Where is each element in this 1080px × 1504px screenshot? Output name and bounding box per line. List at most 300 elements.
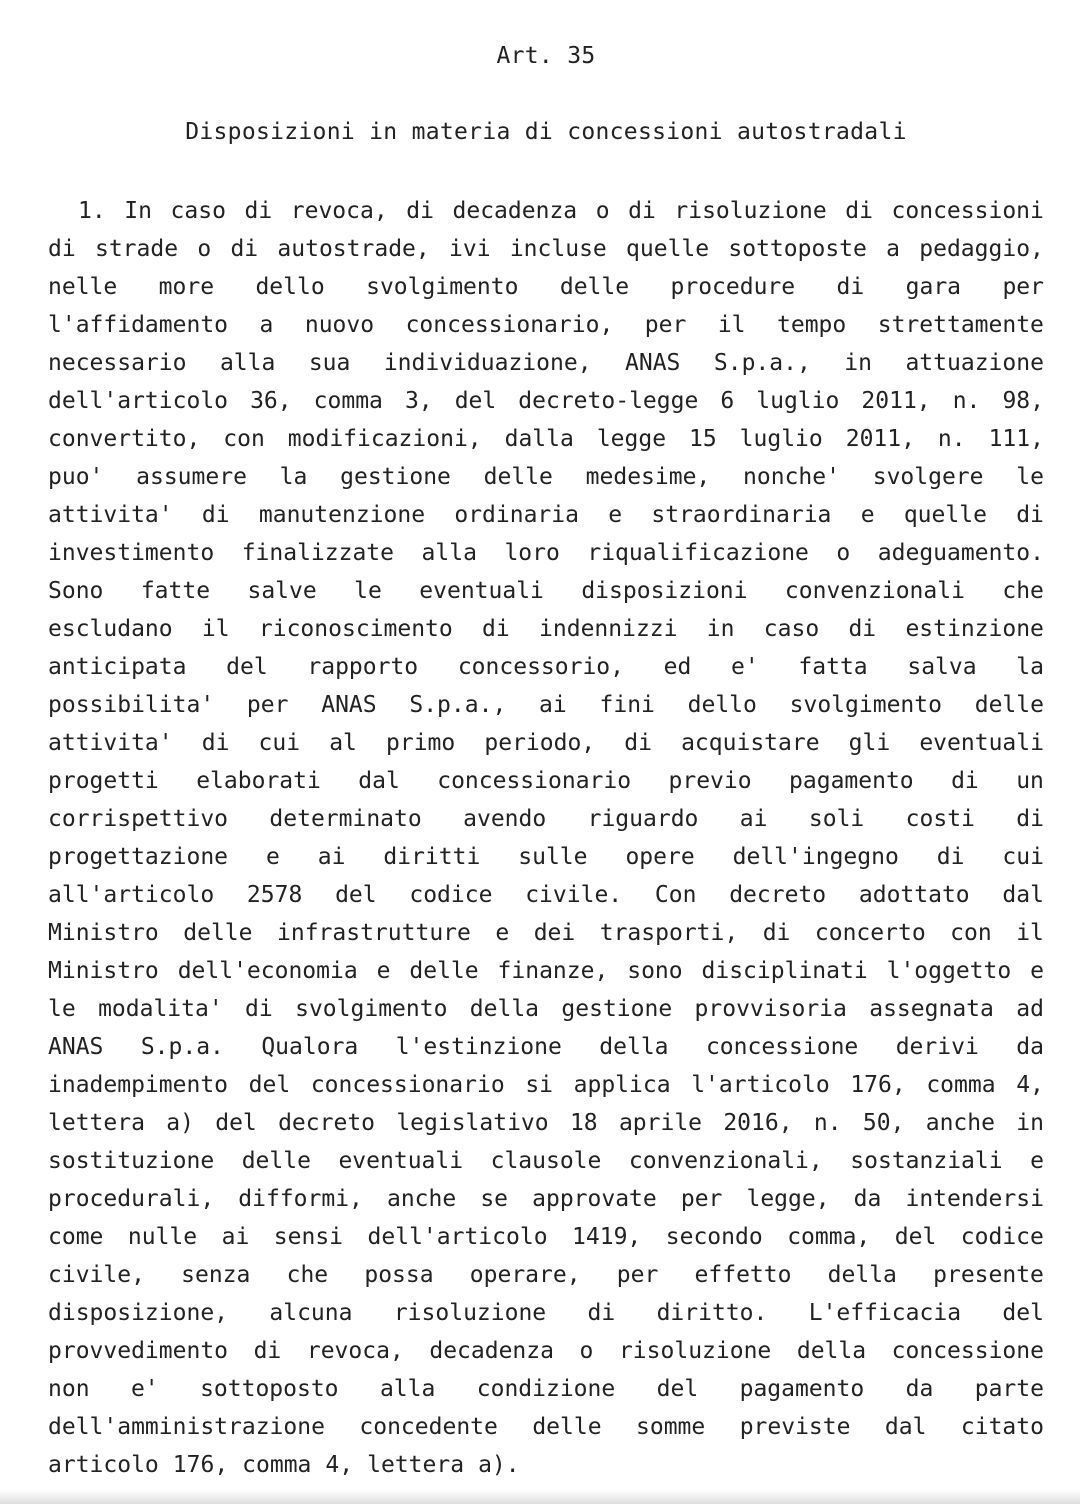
word: civile, (48, 1262, 145, 1288)
word: difformi, (238, 1186, 363, 1212)
word: anche (386, 1186, 457, 1212)
word: e (1030, 1148, 1044, 1174)
word: S.p.a., (409, 692, 507, 718)
word: pagamento (789, 768, 914, 794)
word: il (201, 616, 230, 642)
word: per (1002, 274, 1044, 300)
word: del (335, 882, 377, 908)
word: necessario (48, 350, 187, 376)
word: possibilita' (48, 692, 215, 718)
word: 6 (720, 388, 735, 414)
word: o (197, 236, 212, 262)
word: luglio (739, 426, 823, 452)
word: In (124, 198, 152, 224)
word: 176, (172, 1452, 229, 1478)
word: straordinaria (651, 502, 832, 528)
word: 1419, (572, 1224, 642, 1250)
word: o (595, 198, 610, 224)
word: corrispettivo (48, 806, 229, 832)
word: nonche' (743, 464, 840, 490)
word: approvate (532, 1186, 657, 1212)
word: fini (599, 692, 655, 718)
word: decreto (278, 1110, 376, 1136)
paragraph-line (48, 914, 1044, 952)
word: cui (258, 730, 301, 756)
paragraph-line (48, 800, 1044, 838)
word: 15 (689, 426, 717, 452)
word: alcuna (269, 1300, 353, 1326)
word: strettamente (877, 312, 1044, 338)
word: attuazione (905, 350, 1044, 376)
paragraph-line (48, 534, 1044, 572)
word: procedure (670, 274, 796, 300)
paragraph-line (48, 1256, 1044, 1294)
word: codice (960, 1224, 1044, 1250)
word: delle (532, 1414, 602, 1440)
word: dal (358, 768, 400, 794)
word: pagamento (739, 1376, 865, 1402)
word: pedaggio, (919, 236, 1044, 262)
word: Ministro (48, 958, 159, 984)
word: del (248, 1072, 291, 1098)
word: 1. (78, 198, 106, 224)
word: secondo (665, 1224, 763, 1250)
word: sottoposto (200, 1376, 339, 1402)
word: l'estinzione (395, 1034, 562, 1060)
word: progetti (48, 768, 159, 794)
paragraph-line (48, 268, 1044, 306)
word: concessionario (310, 1072, 505, 1098)
word: per (680, 1186, 723, 1212)
paragraph-line (48, 306, 1044, 344)
word: lettera (48, 1110, 145, 1136)
word: alla (379, 1376, 436, 1402)
word: per (616, 1262, 659, 1288)
word: primo (386, 730, 456, 756)
word: attivita' (48, 730, 173, 756)
word: lettera (367, 1452, 465, 1478)
word: nelle (48, 274, 118, 300)
word: si (525, 1072, 554, 1098)
word: convenzionali, (628, 1148, 823, 1174)
word: di (244, 198, 273, 224)
paragraph-line (48, 762, 1044, 800)
word: caso (170, 198, 226, 224)
word: parte (974, 1376, 1044, 1402)
paragraph-line (48, 610, 1044, 648)
word: inadempimento (48, 1072, 229, 1098)
word: aprile (618, 1110, 703, 1136)
word: dei (533, 920, 576, 946)
word: assegnata (869, 996, 994, 1022)
word: derivi (895, 1034, 979, 1060)
word: sostanziali (850, 1148, 1003, 1174)
word: svolgimento (789, 692, 942, 718)
word: e (860, 502, 875, 528)
word: della (796, 1338, 867, 1364)
word: concerto (814, 920, 926, 946)
word: 4, (325, 1452, 354, 1478)
word: risoluzione (618, 1338, 772, 1364)
word: di (1016, 502, 1044, 528)
word: del (656, 1376, 699, 1402)
word: concessione (705, 1034, 859, 1060)
word: Ministro (48, 920, 159, 946)
word: svolgimento (366, 274, 519, 300)
word: previste (739, 1414, 851, 1440)
word: del (894, 1224, 937, 1250)
paragraph-line (48, 1066, 1044, 1104)
word: decreto (729, 882, 827, 908)
word: di (406, 198, 434, 224)
word: anche (925, 1110, 995, 1136)
paragraph-line (48, 1142, 1044, 1180)
word: costi (905, 806, 975, 832)
word: alla (421, 540, 477, 566)
page-bottom-shadow (0, 1490, 1080, 1504)
word: dalla (504, 426, 574, 452)
word: a (886, 236, 900, 262)
word: con (223, 426, 265, 452)
word: da (853, 1186, 882, 1212)
word: comma (313, 388, 383, 414)
word: non (48, 1376, 90, 1402)
word: gli (848, 730, 891, 756)
word: 18 (569, 1110, 598, 1136)
word: n. (937, 426, 966, 452)
paragraph-line (48, 1218, 1044, 1256)
word: al (329, 730, 357, 756)
word: decreto-legge (518, 388, 699, 414)
word: revoca, (290, 198, 388, 224)
word: caso (763, 616, 820, 642)
word: indennizzi (539, 616, 678, 642)
word: la (1016, 654, 1044, 680)
word: sulle (518, 844, 588, 870)
paragraph-line (48, 648, 1044, 686)
word: ANAS (625, 350, 681, 376)
word: ai (221, 1224, 250, 1250)
word: anticipata (48, 654, 187, 680)
word: citato (960, 1414, 1044, 1440)
word: avendo (463, 806, 547, 832)
word: riconoscimento (258, 616, 453, 642)
article-body (48, 192, 1044, 1484)
paragraph-line (48, 1180, 1044, 1218)
paragraph-line (48, 230, 1044, 268)
word: gestione (340, 464, 451, 490)
word: provvisoria (694, 996, 847, 1022)
paragraph-line (48, 838, 1044, 876)
word: e (265, 844, 280, 870)
paragraph-line (48, 1446, 1044, 1484)
word: Con (654, 882, 697, 908)
word: strade (94, 236, 179, 262)
word: eventuali (919, 730, 1044, 756)
word: l'oggetto (886, 958, 1012, 984)
word: a) (166, 1110, 194, 1136)
word: risoluzione (674, 198, 827, 224)
word: riguardo (587, 806, 699, 832)
word: di (845, 198, 873, 224)
word: ordinaria (454, 502, 579, 528)
word: di (624, 730, 652, 756)
word: comma, (787, 1224, 871, 1250)
word: in (706, 616, 735, 642)
word: ANAS (48, 1034, 104, 1060)
word: autostrade, (277, 236, 430, 262)
word: 111, (988, 426, 1044, 452)
word: 4, (1016, 1072, 1044, 1098)
word: comma (926, 1072, 996, 1098)
word: elaborati (196, 768, 321, 794)
word: da (1016, 1034, 1044, 1060)
word: ed (663, 654, 692, 680)
word: diritto. (656, 1300, 768, 1326)
word: dell'ingegno (732, 844, 899, 870)
word: di (245, 996, 273, 1022)
word: incluse (509, 236, 607, 262)
word: di (836, 274, 865, 300)
word: disposizione, (48, 1300, 229, 1326)
word: presente (933, 1262, 1044, 1288)
word: rapporto (307, 654, 419, 680)
word: n. (813, 1110, 842, 1136)
word: concessioni (891, 198, 1044, 224)
word: delle (409, 958, 479, 984)
word: ai (539, 692, 567, 718)
word: a). (478, 1452, 520, 1478)
word: eventuali (338, 1148, 464, 1174)
word: attivita' (48, 502, 173, 528)
word: delle (483, 464, 553, 490)
word: diritti (383, 844, 481, 870)
word: 176, (850, 1072, 906, 1098)
paragraph-line (48, 1028, 1044, 1066)
word: assumere (136, 464, 247, 490)
word: clausole (490, 1148, 602, 1174)
word: comma (242, 1452, 312, 1478)
word: loro (504, 540, 560, 566)
word: 3, (404, 388, 433, 414)
word: che (286, 1262, 329, 1288)
paragraph-line (48, 724, 1044, 762)
word: dell'articolo (48, 388, 229, 414)
word: e (608, 502, 623, 528)
word: modificazioni, (287, 426, 482, 452)
word: trasporti, (599, 920, 739, 946)
word: concessionario (437, 768, 632, 794)
word: opere (625, 844, 695, 870)
paragraph-line (48, 952, 1044, 990)
word: investimento (48, 540, 215, 566)
word: per (644, 312, 687, 338)
word: more (158, 274, 215, 300)
word: previo (668, 768, 752, 794)
paragraph-line (48, 1370, 1044, 1408)
word: dal (884, 1414, 927, 1440)
word: se (480, 1186, 509, 1212)
word: delle (559, 274, 630, 300)
word: 98, (1002, 388, 1044, 414)
word: gara (905, 274, 962, 300)
word: 2016, (723, 1110, 793, 1136)
word: o (579, 1338, 594, 1364)
paragraph-line (48, 382, 1044, 420)
word: sottoposte (728, 236, 867, 262)
article-number: Art. 35 (496, 43, 596, 69)
paragraph-line (48, 1408, 1044, 1446)
word: sono (627, 958, 683, 984)
article-title: Disposizioni in materia di concessioni autostradali (185, 119, 907, 145)
word: civile. (525, 882, 623, 908)
word: concessionario, (405, 312, 614, 338)
word: n. (952, 388, 981, 414)
paragraph-line (48, 990, 1044, 1028)
word: legislativo (396, 1110, 549, 1136)
word: riqualificazione (587, 540, 809, 566)
word: e (495, 920, 510, 946)
word: del (454, 388, 497, 414)
word: procedurali, (48, 1186, 215, 1212)
word: l'affidamento (48, 312, 229, 338)
word: 2011, (861, 388, 931, 414)
word: decadenza (429, 1338, 554, 1364)
word: sostituzione (48, 1148, 215, 1174)
word: in (844, 350, 872, 376)
word: gestione (561, 996, 673, 1022)
paragraph-line (48, 420, 1044, 458)
word: delle (183, 920, 253, 946)
word: dello (255, 274, 325, 300)
word: legge (596, 426, 667, 452)
word: concedente (359, 1414, 498, 1440)
word: quelle (903, 502, 987, 528)
word: in (1016, 1110, 1044, 1136)
word: e (1030, 958, 1044, 984)
word: dello (687, 692, 757, 718)
word: condizione (476, 1376, 616, 1402)
word: 50, (862, 1110, 905, 1136)
word: del (1002, 1300, 1044, 1326)
word: individuazione, (383, 350, 592, 376)
paragraph-line (48, 686, 1044, 724)
word: ad (1016, 996, 1044, 1022)
paragraph-line (48, 1332, 1044, 1370)
word: adottato (858, 882, 970, 908)
word: il (1016, 920, 1044, 946)
word: modalita' (98, 996, 223, 1022)
word: di (936, 844, 965, 870)
word: ANAS (321, 692, 377, 718)
word: di (201, 502, 230, 528)
word: la (279, 464, 308, 490)
word: di (48, 236, 76, 262)
word: all'articolo (48, 882, 215, 908)
word: di (848, 616, 877, 642)
word: il (717, 312, 746, 338)
word: legge, (746, 1186, 830, 1212)
word: effetto (694, 1262, 792, 1288)
word: del (226, 654, 268, 680)
word: di (762, 920, 791, 946)
word: intendersi (905, 1186, 1044, 1212)
word: operare, (469, 1262, 581, 1288)
word: svolgimento (295, 996, 448, 1022)
word: l'articolo (691, 1072, 830, 1098)
word: e' (130, 1376, 159, 1402)
word: revoca, (306, 1338, 404, 1364)
word: convertito, (48, 426, 201, 452)
word: di (1016, 806, 1044, 832)
word: L'efficacia (808, 1300, 962, 1326)
word: salve (247, 578, 317, 604)
word: di (230, 236, 259, 262)
word: Sono (48, 578, 104, 604)
paragraph-line (48, 496, 1044, 534)
word: finalizzate (241, 540, 395, 566)
word: le (1016, 464, 1044, 490)
word: delle (241, 1148, 311, 1174)
word: per (246, 692, 289, 718)
word: dell'economia (177, 958, 358, 984)
word: svolgere (872, 464, 984, 490)
word: decadenza (452, 198, 578, 224)
word: un (1016, 768, 1044, 794)
word: possa (364, 1262, 434, 1288)
word: disciplinati (701, 958, 868, 984)
word: a (259, 312, 274, 338)
word: codice (409, 882, 493, 908)
word: puo' (48, 464, 104, 490)
word: della (469, 996, 540, 1022)
paragraph-line (48, 458, 1044, 496)
word: infrastrutture (277, 920, 471, 946)
word: ivi (449, 236, 491, 262)
word: ai (317, 844, 346, 870)
word: e (376, 958, 391, 984)
word: concessione (891, 1338, 1044, 1364)
word: di (482, 616, 510, 642)
word: risoluzione (393, 1300, 547, 1326)
paragraph-line (48, 1294, 1044, 1332)
word: periodo, (484, 730, 596, 756)
word: concessorio, (457, 654, 624, 680)
word: da (905, 1376, 934, 1402)
paragraph-line (48, 344, 1044, 382)
word: e' (731, 654, 759, 680)
word: le (354, 578, 382, 604)
word: della (827, 1262, 897, 1288)
word: con (950, 920, 992, 946)
word: sensi (273, 1224, 344, 1250)
word: fatta (798, 654, 868, 680)
word: salva (907, 654, 977, 680)
word: 2011, (845, 426, 915, 452)
word: le (48, 996, 76, 1022)
word: di (951, 768, 979, 794)
word: manutenzione (258, 502, 426, 528)
word: dell'amministrazione (48, 1414, 325, 1440)
word: applica (573, 1072, 671, 1098)
word: della (599, 1034, 669, 1060)
word: nulle (127, 1224, 198, 1250)
word: S.p.a. (140, 1034, 224, 1060)
word: acquistare (681, 730, 820, 756)
word: come (48, 1224, 104, 1250)
word: di (587, 1300, 616, 1326)
word: disposizioni (581, 578, 748, 604)
